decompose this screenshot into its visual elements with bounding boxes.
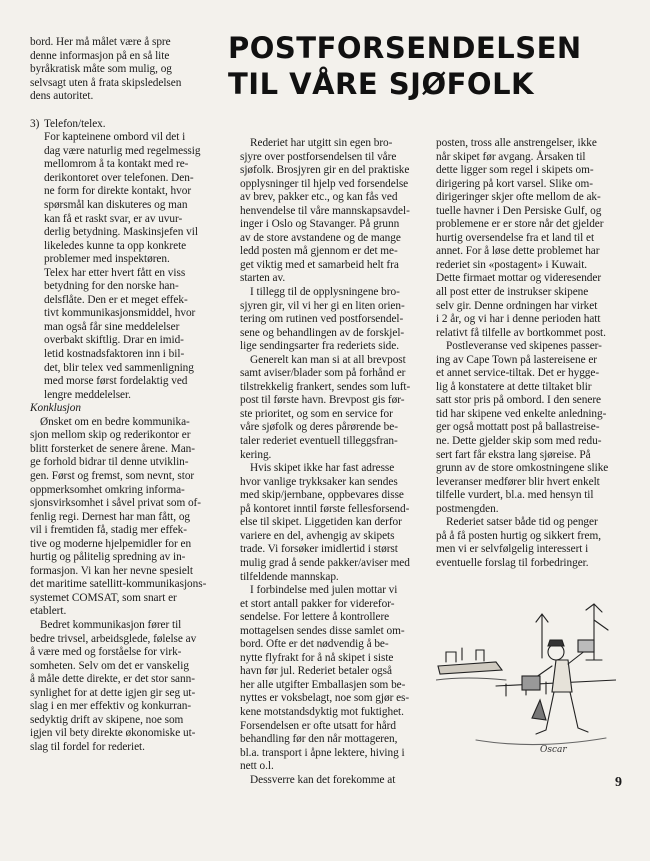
paragraph: posten, tross alle anstrengelser, ikke når skipet før avgang. Årsaken til dette ligger som regel i skipets om- dirigering på kort varsel. Slike om- dirigeringer skjer ofte mellom de ak- tuelle havner i Den Persiske Gulf, og problemene er er store når det gjelder hurtig oversendelse fra et land til et annet. For å løse dette problemet har rederiet sin «postagent» i Kuwait. Dette firmaet mottar og videresender all post etter de instrukser skipene selv gir. Denne ordningen har virket i 2 år, og vi har i denne perioden hatt relativt få tilfelle av bortkommet post. — [436, 137, 606, 339]
column-middle — [240, 137, 420, 787]
paragraph: I tillegg til de opplysningene bro- sjyren gir, vil vi her gi en liten orien- tering om rutinen ved postforsendel- sene og behandlingen av de forskjel- lige sendingsarter fra rederiets side. — [240, 286, 405, 353]
page-number: 9 — [615, 775, 622, 790]
paragraph: Rederiet har utgitt sin egen bro- sjyre over postforsendelsen til våre sjøfolk. Brosjyren gir en del praktiske opplysninger til hjelp ved forsendelse av brev, pakker etc., og kan fås ved henvendelse til våre mannskapsavdel- inger i Oslo og Stavanger. På grunn av de store avstandene og de mange ledd posten må gjennom er det me- get viktig med et samarbeid helt fra starten av. — [240, 137, 410, 285]
headline-line-1: POSTFORSENDELSEN — [228, 31, 582, 65]
paragraph: Postleveranse ved skipenes passer- ing av Cape Town på lastereisene er et annet service-tiltak. Det er hygge- lig å konstatere at dette tiltaket blir satt stor pris på ombord. I den senere tid har skipene ved enkelte anledning- ger også mottatt post på ballastreise- ne. Dette gjelder skip som med redu- sert fart får ekstra lang sjøreise. På grunn av de store omkostningene slike leveranser medfører blir hvert enkelt tilfelle vurdert, bl.a. med hensyn til postmengden. — [436, 340, 609, 515]
paragraph: Dessverre kan det forekomme at — [250, 773, 396, 786]
paragraph: Bedret kommunikasjon fører til bedre trivsel, arbeidsglede, følelse av å være med og forståelse for virk- somheten. Selv om det er vanskelig å måle dette direkte, er det stor sann- synlighet for at dette igjen gir seg ut- slag i en mer effektiv og konkurran- sedyktig drift av skipene, noe som igjen vil bety direkte økonomiske ut- slag til fordel for rederiet. — [30, 618, 197, 753]
item-number: 3) — [30, 117, 40, 130]
illustration-signature: Oscar — [540, 745, 567, 755]
paragraph: Hvis skipet ikke har fast adresse hvor vanlige trykksaker kan sendes med skip/jernbane, oppbevares disse på kontoret inntil første fellesforsend- else til skipet. Liggetiden kan derfor variere en del, avhengig av skipets trade. Vi forsøker imidlertid i størst mulig grad å sende pakker/aviser med tilfeldende mannskap. — [240, 462, 410, 583]
paragraph: I forbindelse med julen mottar vi et stort antall pakker for viderefor- sendelse. For lettere å kontrollere mottagelsen sendes disse samlet om- bord. Ofte er det nødvendig å be- nytte flyfrakt for å nå skipet i siste havn før jul. Rederiet betaler også her alle utgifter Emballasjen som be- nyttes er voksbelagt, noe som gjør es- kene motstandsdyktig mot fuktighet. Forsendelsen er ofte utsatt for hård behandling før den når mottageren, bl.a. transport i åpne lektere, hiving i nett o.l. — [240, 584, 410, 773]
paragraph: Ønsket om en bedre kommunika- sjon mellom skip og rederikontor er blitt forsterket de senere årene. Man- ge forhold bidrar til denne utviklin- gen. Først og fremst, som nevnt, stor oppmerksomhet omkring informa- sjonsvirksomhet i såvel privat som of- fenlig regi. Dernest har man fått, og vil i fremtiden få, stadig mer effek- tive og moderne hjelpemidler for en hurtig og pålitelig spredning av in- formasjon. Vi kan her nevne spesielt det maritime satellitt-kommunikasjons- systemet COMSAT, som snart er etablert. — [30, 415, 207, 618]
paragraph: Rederiet satser både tid og penger på å få posten hurtig og sikkert frem, men vi er selvfølgelig interessert i eventuelle forslag til forbedringer. — [436, 516, 601, 569]
numbered-item-telefon-telex — [30, 118, 228, 402]
headline-line-2: TIL VÅRE SJØFOLK — [228, 67, 535, 101]
section-heading-konklusjon: Konklusjon — [30, 402, 81, 415]
intro-paragraph: bord. Her må målet være å spre denne informasjon på en så lite byråkratisk måte som mulig, og selvsagt uten å frata skipsledelsen dens autoritet. — [30, 36, 182, 103]
item-body: Telefon/telex. For kapteinene ombord vil det i dag være naturlig med regelmessig mellomrom å ta kontakt med re- derikontoret over telefonen. Den- ne form for direkte kontakt, hvor spørsmål kan diskuteres og man kan få et raskt svar, er av uvur- derlig betydning. Maskinsjefen vil likeledes kunne ta opp konkrete problemer med inspektøren. Telex har etter hvert fått en viss betydning for den norske han- delsflåte. Den er et meget effek- tivt kommunikasjonsmiddel, hvor man også får sine meddelelser overbakt skiftlig. Drar en imid- letid kostnadsfaktoren inn i bil- det, blir telex ved sammenligning med morse først fordelaktig ved lengre meddelelser. — [44, 117, 201, 401]
column-left — [30, 36, 228, 754]
paragraph: Generelt kan man si at all brevpost samt aviser/blader som på forhånd er tilstrekkelig frankert, sendes som luft- post til første havn. Brevpost gis før- ste prioritet, og som en service for våre sjøfolk og deres pårørende be- taler rederiet eventuell tilleggsfran- kering. — [240, 353, 411, 461]
column-right — [436, 137, 618, 571]
article-headline — [228, 30, 628, 102]
mail-carrier-sketch-icon — [436, 600, 616, 760]
